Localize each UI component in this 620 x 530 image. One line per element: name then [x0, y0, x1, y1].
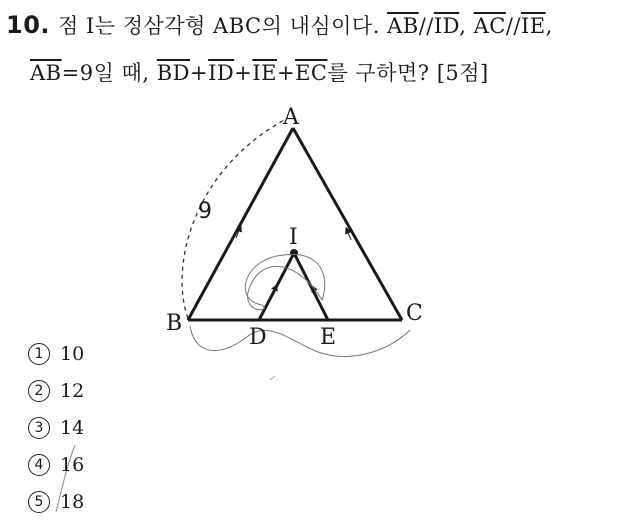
plus-sign: +	[189, 61, 209, 85]
incenter-point	[290, 249, 298, 257]
side-ac	[293, 128, 402, 320]
plus-sign: +	[234, 61, 253, 85]
choice-2[interactable]	[28, 380, 84, 402]
handwritten-loop-scribble	[245, 254, 325, 309]
plus-sign: +	[276, 61, 296, 85]
choice-marker-1: 1	[28, 343, 50, 365]
segment-di	[259, 253, 294, 320]
vector-ie: $\overline{IE}$	[252, 61, 277, 85]
handwritten-nine: 9	[198, 199, 212, 224]
label-i: I	[289, 225, 298, 250]
choice-3[interactable]	[28, 417, 84, 439]
comma: ,	[545, 14, 553, 38]
choice-value-2: 12	[60, 380, 85, 402]
vector-ab: $\overline{AB}$	[30, 61, 62, 85]
choice-value-1: 10	[60, 343, 85, 365]
choice-value-4: 16	[60, 454, 85, 476]
label-e: E	[320, 325, 337, 350]
comma: ,	[459, 14, 467, 38]
label-c: C	[406, 301, 423, 326]
choice-5[interactable]	[28, 491, 84, 513]
side-ab	[188, 128, 293, 320]
choice-value-3: 14	[60, 417, 85, 439]
vector-id: $\overline{ID}$	[433, 14, 460, 38]
choice-marker-2: 2	[28, 380, 50, 402]
question-text-prefix: 점 I는 정삼각형 ABC의 내심이다.	[58, 14, 380, 38]
given-value-text: =9일 때,	[61, 61, 150, 85]
choice-1[interactable]	[28, 343, 84, 365]
choice-4[interactable]	[28, 454, 84, 476]
segment-ie	[294, 253, 328, 320]
vector-bd: $\overline{BD}$	[156, 61, 190, 85]
stray-mark	[270, 376, 275, 380]
label-a: A	[283, 105, 299, 130]
vector-ec: $\overline{EC}$	[295, 61, 328, 85]
question-text-suffix: 를 구하면? [5점]	[327, 61, 489, 85]
parallel-symbol: //	[418, 14, 434, 38]
vector-id: $\overline{ID}$	[208, 61, 235, 85]
vector-ie: $\overline{IE}$	[521, 14, 546, 38]
choice-marker-5: 5	[28, 491, 50, 513]
vector-ac: $\overline{AC}$	[473, 14, 506, 38]
handwritten-bottom-scribble	[190, 326, 410, 356]
choice-marker-4: 4	[28, 454, 50, 476]
choice-value-5: 18	[60, 491, 85, 513]
choice-marker-3: 3	[28, 417, 50, 439]
question-number: 10.	[6, 11, 51, 39]
vector-ab: $\overline{AB}$	[387, 14, 419, 38]
label-b: B	[166, 311, 183, 336]
parallel-symbol: //	[505, 14, 521, 38]
label-d: D	[249, 325, 267, 350]
